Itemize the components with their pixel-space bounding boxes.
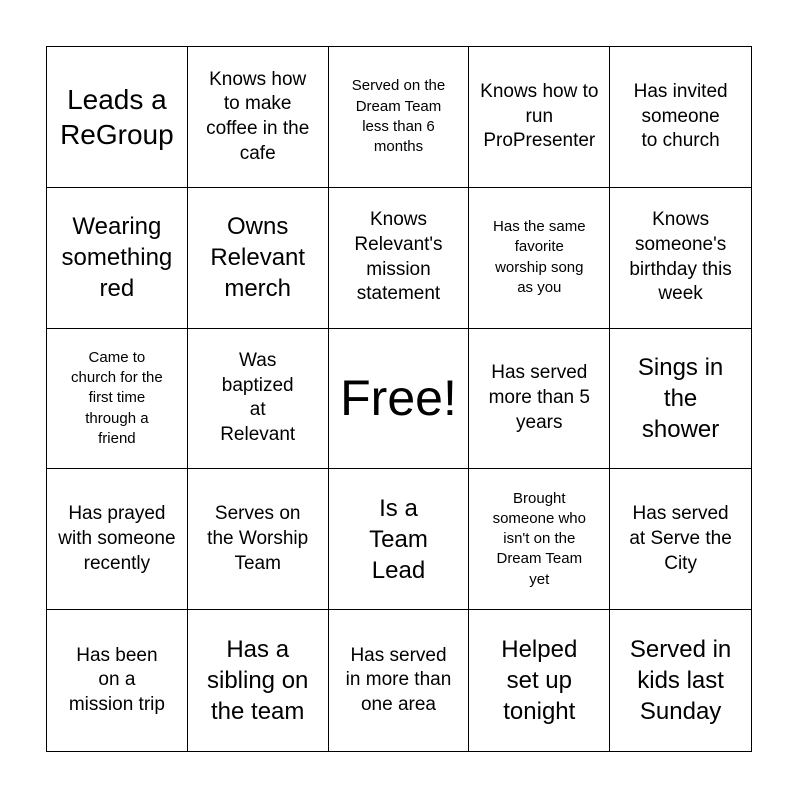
bingo-cell[interactable]: Knows someone's birthday this week [610, 188, 751, 329]
bingo-cell[interactable]: Owns Relevant merch [188, 188, 329, 329]
bingo-cell[interactable]: Knows how to run ProPresenter [469, 47, 610, 188]
bingo-cell[interactable]: Was baptized at Relevant [188, 329, 329, 470]
bingo-cell[interactable]: Served on the Dream Team less than 6 months [329, 47, 470, 188]
bingo-cell[interactable]: Has served in more than one area [329, 610, 470, 751]
bingo-cell[interactable]: Knows Relevant's mission statement [329, 188, 470, 329]
bingo-cell[interactable]: Has invited someone to church [610, 47, 751, 188]
bingo-cell[interactable]: Brought someone who isn't on the Dream Team yet [469, 469, 610, 610]
bingo-cell[interactable]: Has a sibling on the team [188, 610, 329, 751]
bingo-cell[interactable]: Has served more than 5 years [469, 329, 610, 470]
bingo-cell[interactable]: Is a Team Lead [329, 469, 470, 610]
bingo-cell[interactable]: Knows how to make coffee in the cafe [188, 47, 329, 188]
bingo-cell[interactable]: Has been on a mission trip [47, 610, 188, 751]
bingo-cell[interactable]: Has the same favorite worship song as you [469, 188, 610, 329]
free-space[interactable]: Free! [329, 329, 470, 470]
bingo-cell[interactable]: Helped set up tonight [469, 610, 610, 751]
bingo-cell[interactable]: Sings in the shower [610, 329, 751, 470]
bingo-cell[interactable]: Serves on the Worship Team [188, 469, 329, 610]
bingo-cell[interactable]: Wearing something red [47, 188, 188, 329]
bingo-cell[interactable]: Served in kids last Sunday [629, 635, 732, 726]
bingo-cell[interactable]: Has prayed with someone recently [47, 469, 188, 610]
bingo-cell[interactable]: Came to church for the first time through a friend [47, 329, 188, 470]
bingo-cell[interactable]: Has served at Serve the City [610, 469, 751, 610]
bingo-cell[interactable]: Leads a ReGroup [47, 47, 188, 188]
bingo-board [46, 46, 752, 752]
